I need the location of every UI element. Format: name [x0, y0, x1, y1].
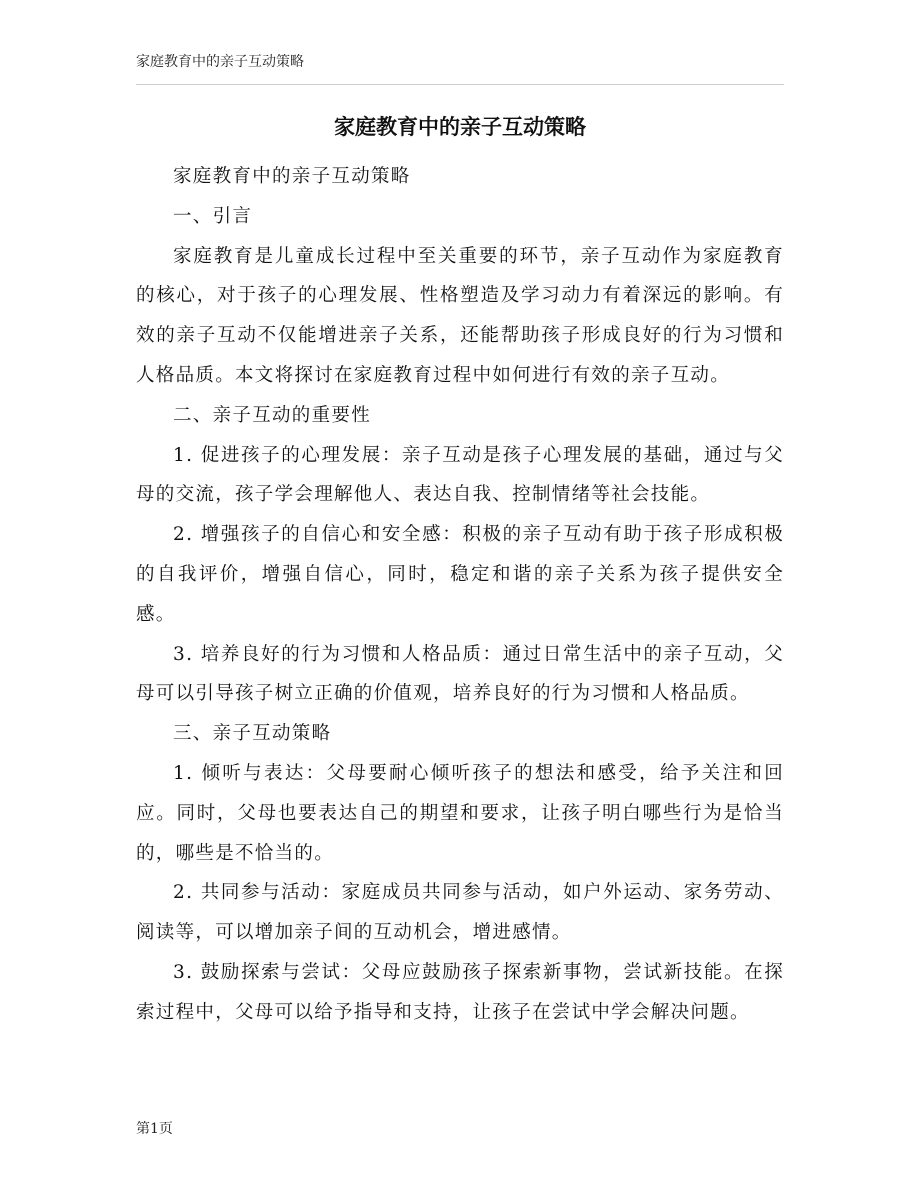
paragraph-importance-1: 1. 促进孩子的心理发展：亲子互动是孩子心理发展的基础，通过与父母的交流，孩子学会理解他人、表达自我、控制情绪等社会技能。	[136, 444, 784, 506]
page-number: 第1页	[136, 1121, 173, 1137]
paragraph-introduction: 家庭教育是儿童成长过程中至关重要的环节，亲子互动作为家庭教育的核心，对于孩子的心理发展、性格塑造及学习动力有着深远的影响。有效的亲子互动不仅能增进亲子关系，还能帮助孩子形成良好的行为习惯和人格品质。本文将探讨在家庭教育过程中如何进行有效的亲子互动。	[136, 245, 784, 386]
document-body	[136, 157, 784, 1033]
section-heading-introduction: 一、引言	[173, 205, 253, 227]
section-heading-importance: 二、亲子互动的重要性	[173, 404, 372, 426]
section-heading-strategies: 三、亲子互动策略	[173, 723, 332, 745]
paragraph-strategy-1: 1. 倾听与表达：父母要耐心倾听孩子的想法和感受，给予关注和回应。同时，父母也要表达自己的期望和要求，让孩子明白哪些行为是恰当的，哪些是不恰当的。	[136, 762, 784, 864]
running-header: 家庭教育中的亲子互动策略	[136, 54, 304, 70]
paragraph-strategy-3: 3. 鼓励探索与尝试：父母应鼓励孩子探索新事物，尝试新技能。在探索过程中，父母可以给予指导和支持，让孩子在尝试中学会解决问题。	[136, 961, 784, 1023]
paragraph-subtitle: 家庭教育中的亲子互动策略	[173, 166, 411, 187]
paragraph-importance-3: 3. 培养良好的行为习惯和人格品质：通过日常生活中的亲子互动，父母可以引导孩子树立正确的价值观，培养良好的行为习惯和人格品质。	[136, 643, 784, 705]
header-divider	[136, 84, 784, 85]
document-title: 家庭教育中的亲子互动策略	[334, 115, 586, 139]
paragraph-importance-2: 2. 增强孩子的自信心和安全感：积极的亲子互动有助于孩子形成积极的自我评价，增强自信心，同时，稳定和谐的亲子关系为孩子提供安全感。	[136, 524, 784, 625]
paragraph-strategy-2: 2. 共同参与活动：家庭成员共同参与活动，如户外运动、家务劳动、阅读等，可以增加亲子间的互动机会，增进感情。	[136, 882, 784, 944]
